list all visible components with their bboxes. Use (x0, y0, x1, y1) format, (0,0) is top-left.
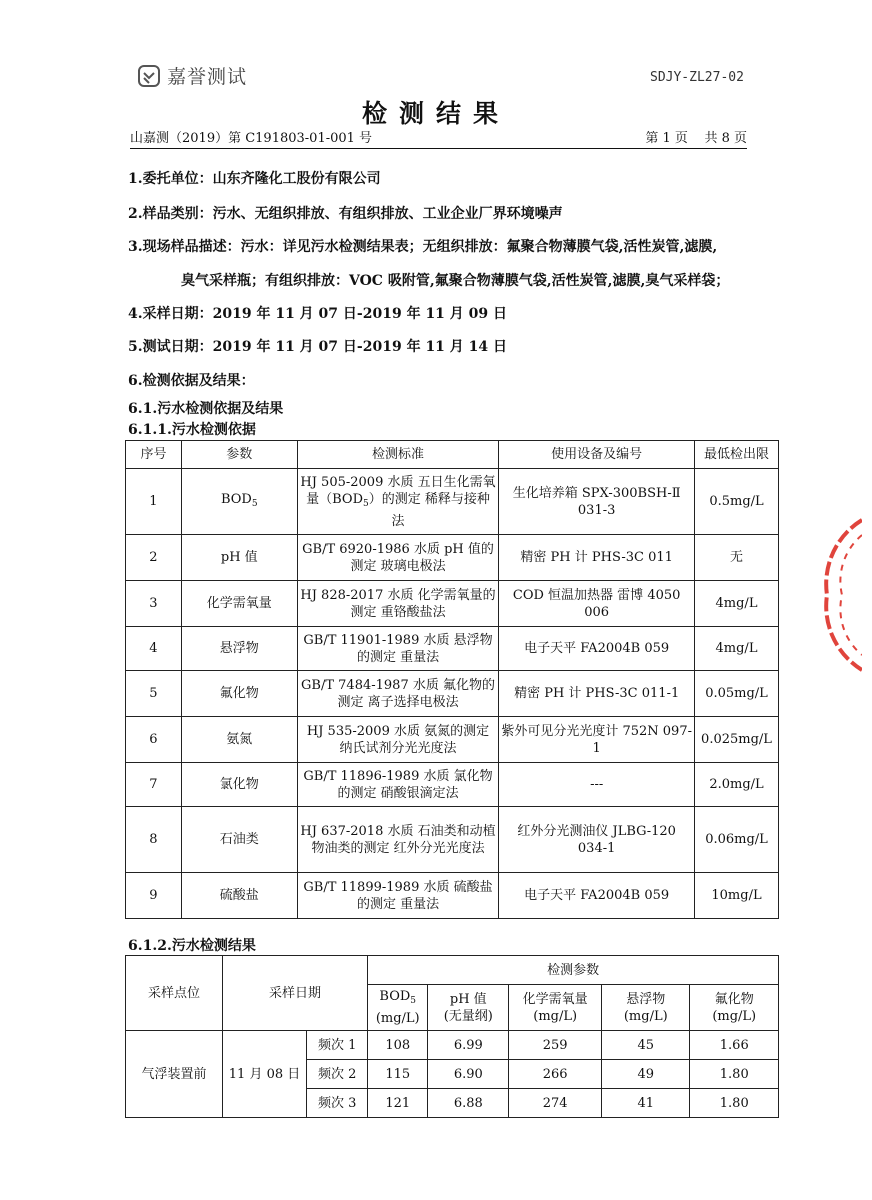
report-reference-line (130, 127, 747, 149)
parameter-cell (181, 581, 297, 627)
frequency-cell: 频次 1 (307, 1031, 368, 1060)
table-row (126, 807, 779, 873)
value-cell: 108 (368, 1031, 428, 1060)
standard-text: GB/T 11899-1989 水质 硫酸盐的测定 重量法 (303, 879, 493, 912)
table-row (126, 627, 779, 671)
param-header-cell (690, 985, 779, 1031)
param-header-cell (428, 985, 509, 1031)
param-name: 悬浮物 (626, 991, 666, 1007)
test-result-table (125, 955, 779, 1118)
table-row (126, 1031, 779, 1060)
row-number-cell: 8 (126, 807, 182, 873)
value-cell: 266 (509, 1060, 602, 1089)
standard-cell (297, 873, 499, 919)
parameter-name: BOD (220, 491, 252, 507)
equipment-cell: COD 恒温加热器 雷博 4050 006 (499, 581, 695, 627)
document-code: SDJY-ZL27-02 (650, 70, 744, 85)
parameter-cell (181, 807, 297, 873)
param-unit: (无量纲) (443, 1008, 493, 1024)
equipment-cell: 红外分光测油仪 JLBG-120 034-1 (499, 807, 695, 873)
standard-cell (297, 581, 499, 627)
equipment-cell: 精密 PH 计 PHS-3C 011 (499, 535, 695, 581)
parameter-name: 硫酸盐 (219, 888, 259, 903)
table-row (126, 581, 779, 627)
parameter-cell (181, 535, 297, 581)
standard-cell (297, 717, 499, 763)
table-row (126, 763, 779, 807)
row-number-cell: 2 (126, 535, 182, 581)
table-row (126, 671, 779, 717)
param-header-cell (509, 985, 602, 1031)
row-number-cell: 3 (126, 581, 182, 627)
parameter-cell (181, 717, 297, 763)
table-row (126, 717, 779, 763)
row-number-cell: 5 (126, 671, 182, 717)
date-header-cell: 采样日期 (222, 956, 367, 1031)
detection-limit-cell: 0.025mg/L (694, 717, 778, 763)
result-header-row (126, 956, 779, 985)
detection-limit-cell: 0.5mg/L (694, 469, 778, 535)
standard-subscript: 5 (363, 498, 369, 509)
red-seal-stamp (822, 515, 862, 675)
row-number-cell: 6 (126, 717, 182, 763)
row-number-cell: 4 (126, 627, 182, 671)
equipment-cell: 电子天平 FA2004B 059 (499, 627, 695, 671)
standard-text: GB/T 7484-1987 水质 氟化物的测定 离子选择电极法 (301, 677, 495, 710)
parameter-subscript: 5 (251, 498, 258, 509)
param-unit: (mg/L) (533, 1008, 578, 1024)
basis-header-cell: 序号 (126, 441, 182, 469)
basis-heading: 6.检测依据及结果： (128, 373, 255, 389)
site-header-cell: 采样点位 (126, 956, 223, 1031)
equipment-cell: 生化培养箱 SPX-300BSH-Ⅱ 031-3 (499, 469, 695, 535)
equipment-cell: 紫外可见分光光度计 752N 097-1 (499, 717, 695, 763)
section-6-1-2-heading: 6.1.2.污水检测结果 (128, 938, 256, 954)
parameter-name: 石油类 (219, 832, 259, 847)
param-unit: (mg/L) (375, 1011, 420, 1026)
value-cell: 1.80 (690, 1060, 779, 1089)
value-cell: 49 (602, 1060, 690, 1089)
test-date-line: 5.测试日期：2019 年 11 月 07 日-2019 年 11 月 14 日 (128, 339, 508, 355)
value-cell: 259 (509, 1031, 602, 1060)
standard-cell (297, 469, 499, 535)
logo-icon (137, 64, 161, 88)
description-line-1: 3.现场样品描述：污水：详见污水检测结果表；无组织排放：氟聚合物薄膜气袋,活性炭管,滤膜, (128, 239, 718, 255)
standard-text: HJ 505-2009 水质 五日生化需氧量（BOD (300, 474, 496, 507)
equipment-cell: 精密 PH 计 PHS-3C 011-1 (499, 671, 695, 717)
row-number-cell: 7 (126, 763, 182, 807)
param-subscript: 5 (410, 996, 417, 1006)
sampling-date-line: 4.采样日期：2019 年 11 月 07 日-2019 年 11 月 09 日 (128, 306, 508, 322)
equipment-cell: 电子天平 FA2004B 059 (499, 873, 695, 919)
param-unit: (mg/L) (623, 1008, 668, 1024)
param-name: pH 值 (449, 991, 487, 1007)
value-cell: 115 (368, 1060, 428, 1089)
client-line: 1.委托单位：山东齐隆化工股份有限公司 (128, 171, 381, 187)
basis-header-cell: 参数 (181, 441, 297, 469)
brand-name: 嘉誉测试 (167, 66, 248, 88)
value-cell: 45 (602, 1031, 690, 1060)
site-cell: 气浮装置前 (126, 1031, 223, 1118)
test-basis-table (125, 440, 779, 919)
table-row (126, 469, 779, 535)
parameter-cell (181, 873, 297, 919)
value-cell: 41 (602, 1089, 690, 1118)
standard-cell (297, 763, 499, 807)
param-name: 氟化物 (714, 991, 754, 1007)
detection-limit-cell: 0.06mg/L (694, 807, 778, 873)
detection-limit-cell: 2.0mg/L (694, 763, 778, 807)
parameter-name: pH 值 (220, 550, 258, 565)
standard-text: HJ 637-2018 水质 石油类和动植物油类的测定 红外分光光度法 (300, 823, 496, 856)
company-logo (137, 62, 247, 89)
parameter-name: 氨氮 (226, 732, 253, 747)
standard-text-end: ）的测定 稀释与接种法 (368, 491, 490, 529)
value-cell: 121 (368, 1089, 428, 1118)
row-number-cell: 1 (126, 469, 182, 535)
parameter-name: 氟化物 (219, 686, 259, 701)
parameter-name: 氯化物 (219, 777, 259, 792)
value-cell: 1.66 (690, 1031, 779, 1060)
value-cell: 6.90 (428, 1060, 509, 1089)
date-cell: 11 月 08 日 (222, 1031, 306, 1118)
value-cell: 6.88 (428, 1089, 509, 1118)
parameter-name: 悬浮物 (219, 641, 259, 656)
page-title: 检测结果 (361, 99, 510, 128)
equipment-cell: --- (499, 763, 695, 807)
standard-text: GB/T 11901-1989 水质 悬浮物的测定 重量法 (303, 632, 493, 665)
standard-text: HJ 828-2017 水质 化学需氧量的测定 重铬酸盐法 (300, 587, 496, 620)
detection-limit-cell: 10mg/L (694, 873, 778, 919)
basis-header-cell: 检测标准 (297, 441, 499, 469)
description-line-2: 臭气采样瓶；有组织排放：VOC 吸附管,氟聚合物薄膜气袋,活性炭管,滤膜,臭气采样袋； (181, 273, 730, 289)
standard-cell (297, 807, 499, 873)
section-6-1-heading: 6.1.污水检测依据及结果 (128, 401, 284, 417)
frequency-cell: 频次 3 (307, 1089, 368, 1118)
detection-limit-cell: 0.05mg/L (694, 671, 778, 717)
frequency-cell: 频次 2 (307, 1060, 368, 1089)
report-number: 山嘉测（2019）第 C191803-01-001 号 (130, 131, 373, 146)
param-header-cell (602, 985, 690, 1031)
detection-limit-cell: 4mg/L (694, 627, 778, 671)
value-cell: 274 (509, 1089, 602, 1118)
standard-cell (297, 535, 499, 581)
standard-text: GB/T 6920-1986 水质 pH 值的测定 玻璃电极法 (302, 541, 494, 574)
param-name: 化学需氧量 (522, 991, 588, 1007)
param-unit: (mg/L) (712, 1008, 757, 1024)
section-6-1-1-heading: 6.1.1.污水检测依据 (128, 422, 256, 438)
page-info: 第 1 页 共 8 页 (645, 131, 747, 146)
value-cell: 6.99 (428, 1031, 509, 1060)
params-header-cell: 检测参数 (368, 956, 779, 985)
parameter-cell (181, 671, 297, 717)
row-number-cell: 9 (126, 873, 182, 919)
param-header-cell (368, 985, 428, 1031)
value-cell: 1.80 (690, 1089, 779, 1118)
standard-text: GB/T 11896-1989 水质 氯化物的测定 硝酸银滴定法 (303, 768, 493, 801)
basis-header-cell: 最低检出限 (694, 441, 778, 469)
parameter-cell (181, 627, 297, 671)
category-line: 2.样品类别：污水、无组织排放、有组织排放、工业企业厂界环境噪声 (128, 206, 563, 222)
standard-cell (297, 627, 499, 671)
table-row (126, 535, 779, 581)
basis-header-cell: 使用设备及编号 (499, 441, 695, 469)
parameter-cell (181, 469, 297, 535)
standard-text: HJ 535-2009 水质 氨氮的测定 纳氏试剂分光光度法 (306, 723, 490, 756)
parameter-cell (181, 763, 297, 807)
table-row (126, 873, 779, 919)
param-name: BOD (379, 989, 411, 1004)
standard-cell (297, 671, 499, 717)
detection-limit-cell: 4mg/L (694, 581, 778, 627)
detection-limit-cell: 无 (694, 535, 778, 581)
parameter-name: 化学需氧量 (206, 596, 272, 611)
